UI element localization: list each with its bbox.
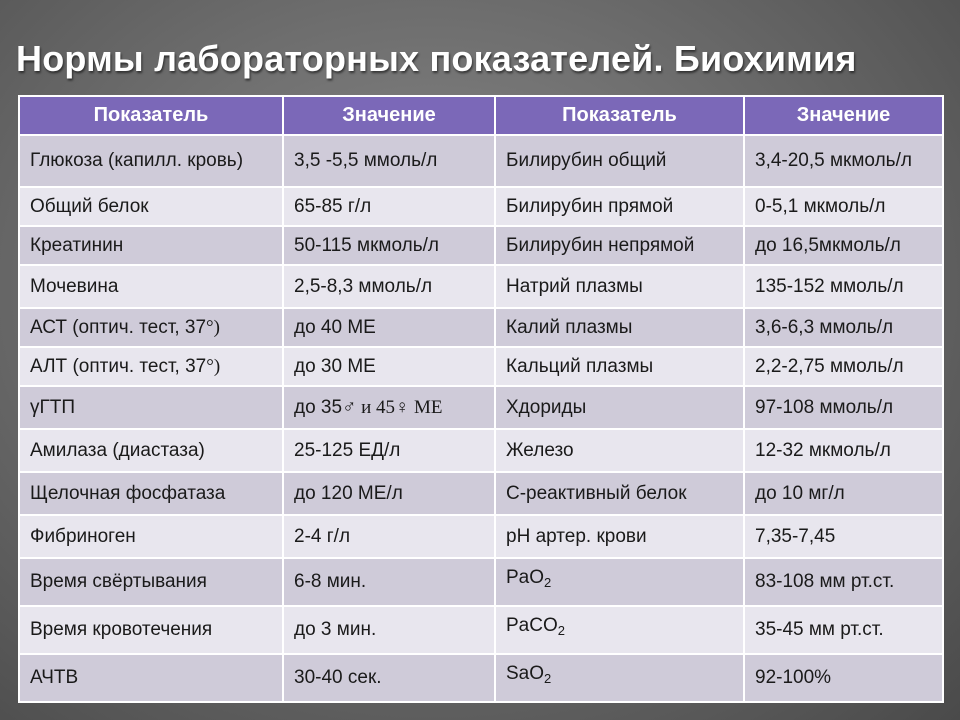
table-row [19, 347, 943, 386]
indicator-cell [495, 654, 744, 702]
subscript: 2 [544, 575, 552, 590]
value-cell: 92-100% [744, 654, 943, 702]
indicator-text: АСТ (оптич. тест, 37 [30, 316, 207, 338]
indicator-cell: Амилаза (диастаза) [19, 429, 283, 472]
value-cell: 65-85 г/л [283, 187, 495, 226]
indicator-cell: Билирубин непрямой [495, 226, 744, 265]
indicator-cell: Общий белок [19, 187, 283, 226]
value-cell: 3,5 -5,5 ммоль/л [283, 135, 495, 187]
value-cell: 12-32 мкмоль/л [744, 429, 943, 472]
page-title: Нормы лабораторных показателей. Биохимия [16, 38, 857, 79]
value-cell: 7,35-7,45 [744, 515, 943, 558]
indicator-cell: Глюкоза (капилл. кровь) [19, 135, 283, 187]
value-cell: до 3 мин. [283, 606, 495, 654]
indicator-cell: Натрий плазмы [495, 265, 744, 308]
value-cell: 2,5-8,3 ммоль/л [283, 265, 495, 308]
indicator-cell: Билирубин общий [495, 135, 744, 187]
indicator-cell: Время свёртывания [19, 558, 283, 606]
value-cell: 30-40 сек. [283, 654, 495, 702]
header-indicator-2: Показатель [495, 96, 744, 135]
value-cell: 3,4-20,5 мкмоль/л [744, 135, 943, 187]
table-row [19, 606, 943, 654]
value-cell: до 120 МЕ/л [283, 472, 495, 515]
table-header-row [19, 96, 943, 135]
indicator-cell: Креатинин [19, 226, 283, 265]
table-row [19, 558, 943, 606]
indicator-cell [19, 308, 283, 347]
table-row [19, 308, 943, 347]
table-row [19, 135, 943, 187]
degree-unit: °) [206, 316, 220, 338]
gender-values: ♂ и 45♀ МЕ [342, 396, 443, 418]
degree-unit: °) [206, 355, 221, 377]
value-cell: 3,6-6,3 ммоль/л [744, 308, 943, 347]
value-cell: 2,2-2,75 ммоль/л [744, 347, 943, 386]
value-cell: до 10 мг/л [744, 472, 943, 515]
table-row [19, 654, 943, 702]
subscript: 2 [557, 623, 565, 638]
value-cell: 25-125 ЕД/л [283, 429, 495, 472]
indicator-cell [19, 347, 283, 386]
indicator-cell: АЧТВ [19, 654, 283, 702]
indicator-cell: γГТП [19, 386, 283, 429]
value-cell: 2-4 г/л [283, 515, 495, 558]
header-value-1: Значение [283, 96, 495, 135]
header-value-2: Значение [744, 96, 943, 135]
value-cell: 50-115 мкмоль/л [283, 226, 495, 265]
indicator-text: SaO [506, 663, 545, 684]
indicator-cell: pH артер. крови [495, 515, 744, 558]
indicator-cell: Щелочная фосфатаза [19, 472, 283, 515]
indicator-cell: Кальций плазмы [495, 347, 744, 386]
table-row [19, 472, 943, 515]
table-row [19, 226, 943, 265]
table-row [19, 515, 943, 558]
header-indicator-1: Показатель [19, 96, 283, 135]
value-cell: 6-8 мин. [283, 558, 495, 606]
indicator-cell: Фибриноген [19, 515, 283, 558]
indicator-cell: Калий плазмы [495, 308, 744, 347]
table-row [19, 187, 943, 226]
table-row [19, 386, 943, 429]
value-cell: 0-5,1 мкмоль/л [744, 187, 943, 226]
indicator-cell: Мочевина [19, 265, 283, 308]
indicator-cell: Хдориды [495, 386, 744, 429]
value-cell: до 30 МЕ [283, 347, 495, 386]
value-cell: до 40 МЕ [283, 308, 495, 347]
value-cell: 83-108 мм рт.ст. [744, 558, 943, 606]
indicator-cell: Билирубин прямой [495, 187, 744, 226]
value-cell: 135-152 ммоль/л [744, 265, 943, 308]
value-cell: 35-45 мм рт.ст. [744, 606, 943, 654]
value-cell [283, 386, 495, 429]
indicator-cell: Время кровотечения [19, 606, 283, 654]
subscript: 2 [544, 671, 552, 686]
value-text: до 35 [294, 396, 343, 418]
table-row [19, 265, 943, 308]
value-cell: до 16,5мкмоль/л [744, 226, 943, 265]
indicator-cell: Железо [495, 429, 744, 472]
indicator-cell [495, 558, 744, 606]
indicator-cell: С-реактивный белок [495, 472, 744, 515]
value-cell: 97-108 ммоль/л [744, 386, 943, 429]
indicator-text: АЛТ (оптич. тест, 37 [30, 355, 207, 377]
indicator-text: PaO [506, 567, 545, 588]
lab-norms-table [18, 95, 944, 703]
table-row [19, 429, 943, 472]
indicator-cell [495, 606, 744, 654]
indicator-text: PaCO [506, 615, 558, 636]
